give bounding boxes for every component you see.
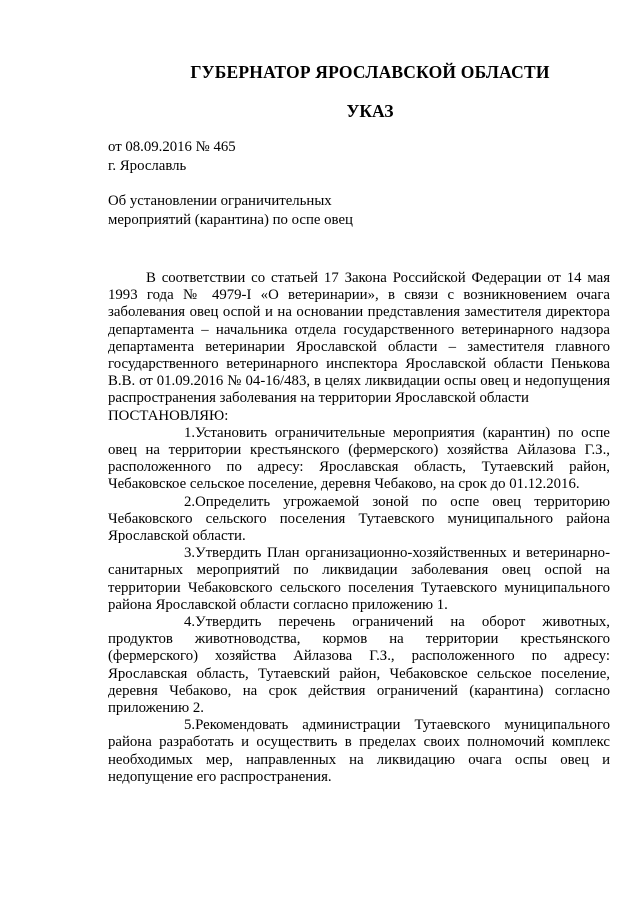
- decree-item: [108, 545, 610, 614]
- decree-item: [108, 717, 610, 786]
- document-meta: [108, 138, 236, 176]
- decree-word: ПОСТАНОВЛЯЮ:: [108, 407, 229, 424]
- decree-item-number: 5.: [184, 717, 196, 734]
- document-body: [108, 270, 610, 786]
- decree-item-text: Рекомендовать администрации Тутаевского муниципального района разработать и осуществить в пределах своих полномочий комплекс необходимых мер, направленных на ликвидацию очага оспы овец и недопущение его распространения.: [108, 717, 610, 785]
- decree-item-text: Определить угрожаемой зоной по оспе овец территорию Чебаковского сельского поселения Тутаевского муниципального района Ярославской области.: [108, 493, 610, 545]
- decree-item-number: 3.: [184, 545, 196, 562]
- decree-item-number: 2.: [184, 493, 196, 510]
- decree-item: [108, 494, 610, 546]
- decree-item: [108, 614, 610, 717]
- decree-item-text: Утвердить перечень ограничений на оборот животных, продуктов животноводства, кормов на территории крестьянского (фермерского) хозяйства Айлазова Г.З., расположенного по адресу: Ярославская область, Тутаевский район, Чебаковское сельское поселение, деревня Чебаково, на срок действия ограничений (карантина) согласно приложению 2.: [108, 614, 610, 717]
- city-line: г. Ярославль: [108, 158, 187, 174]
- date-number-line: от 08.09.2016 № 465: [108, 139, 236, 155]
- decree-item-number: 4.: [184, 614, 196, 631]
- document-subject: Об установлении ограничительных мероприятий (карантина) по оспе овец: [108, 193, 353, 228]
- decree-item: [108, 425, 610, 494]
- decree-item-text: Утвердить План организационно-хозяйственных и ветеринарно-санитарных мероприятий по ликвидации заболевания овец оспой на территории Чебаковского сельского поселения Тутаевского муниципального района Ярославской области согласно приложению 1.: [108, 545, 610, 613]
- preamble-paragraph: В соответствии со статьей 17 Закона Российской Федерации от 14 мая 1993 года № 4979-I «О ветеринарии», в связи с возникновением очага заболевания овец оспой и на основании представления заместителя директора департамента – начальника отдела государственного ветеринарного надзора департамента ветеринарии Ярославской области – заместителя главного государственного ветеринарного инспектора Ярославской области Пенькова В.В. от 01.09.2016 № 04-16/483, в целях ликвидации оспы овец и недопущения распространения заболевания на территории Ярославской области: [108, 270, 610, 407]
- document-type-heading: УКАЗ: [346, 101, 394, 121]
- decree-item-number: 1.: [184, 424, 196, 441]
- decree-item-text: Установить ограничительные мероприятия (карантин) по оспе овец на территории крестьянского (фермерского) хозяйства Айлазова Г.З., расположенного по адресу: Ярославская область, Тутаевский район, Чебаковское сельское поселение, деревня Чебаково, на срок до 01.12.2016.: [108, 424, 610, 493]
- issuing-authority-heading: ГУБЕРНАТОР ЯРОСЛАВСКОЙ ОБЛАСТИ: [190, 62, 550, 82]
